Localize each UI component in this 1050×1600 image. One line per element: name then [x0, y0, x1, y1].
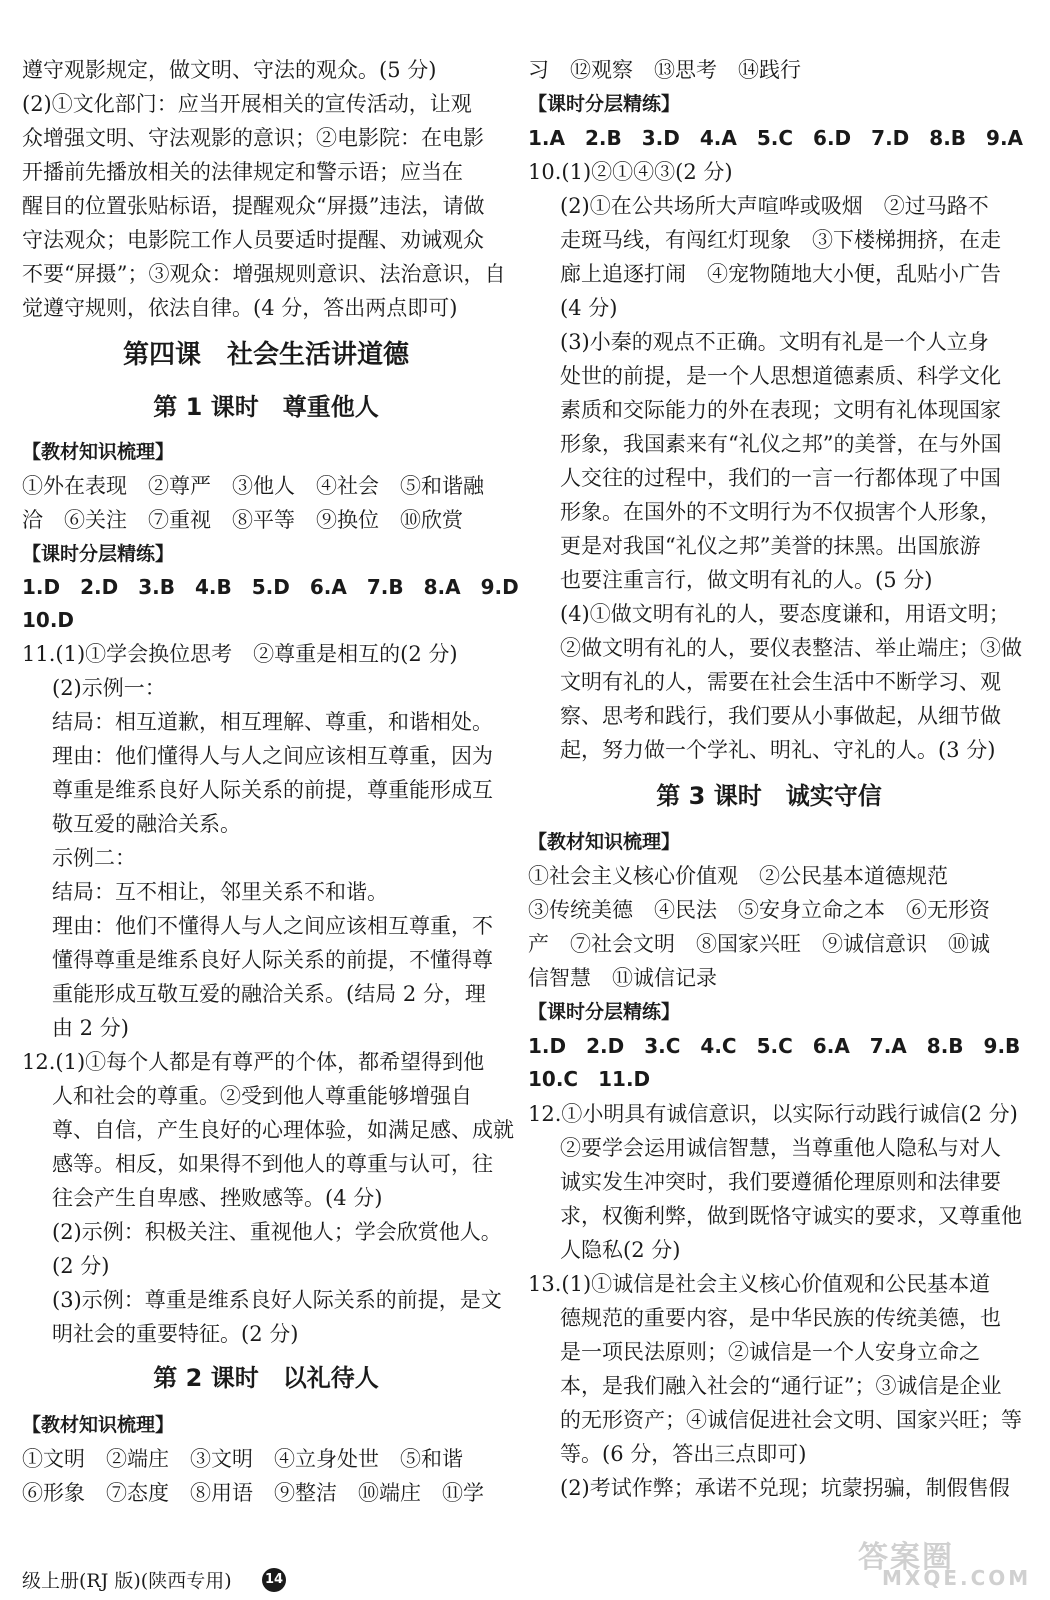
answer-line: (2)①文化部门：应当开展相关的宣传活动，让观	[22, 92, 472, 116]
answer-line: 重能形成互敬互爱的融洽关系。(结局 2 分，理	[52, 982, 486, 1006]
answer-line: 13.(1)①诚信是社会主义核心价值观和公民基本道	[528, 1272, 991, 1296]
watermark-main: 答案圈	[858, 1540, 954, 1575]
choice-answers: 1.A 2.B 3.D 4.A 5.C 6.D 7.D 8.B 9.A	[528, 126, 1024, 150]
answer-line: 众增强文明、守法观影的意识；②电影院：在电影	[22, 126, 484, 150]
section-heading: 【课时分层精练】	[528, 1001, 681, 1023]
answer-line: 结局：相互道歉，相互理解、尊重，和谐相处。	[52, 710, 493, 734]
answer-line: 理由：他们懂得人与人之间应该相互尊重，因为	[52, 744, 493, 768]
knowledge-line: ①外在表现 ②尊严 ③他人 ④社会 ⑤和谐融	[22, 474, 484, 498]
knowledge-line: ①社会主义核心价值观 ②公民基本道德规范	[528, 864, 948, 888]
answer-line: 敬互爱的融洽关系。	[52, 812, 241, 836]
answer-line: 人交往的过程中，我们的一言一行都体现了中国	[560, 466, 1001, 490]
answer-line: 察、思考和践行，我们要从小事做起，从细节做	[560, 704, 1001, 728]
answer-line: 遵守观影规定，做文明、守法的观众。(5 分)	[22, 58, 437, 82]
answer-line: (3)小秦的观点不正确。文明有礼是一个人立身	[560, 330, 989, 354]
answer-line: 开播前先播放相关的法律规定和警示语；应当在	[22, 160, 463, 184]
answer-line: 是一项民法原则；②诚信是一个人安身立命之	[560, 1340, 980, 1364]
answer-line: 形象，我国素来有“礼仪之邦”的美誉，在与外国	[560, 432, 1002, 456]
choice-answers: 10.D	[22, 608, 75, 632]
answer-line: (2)示例一：	[52, 676, 166, 700]
answer-line: 的无形资产；④诚信促进社会文明、国家兴旺；等	[560, 1408, 1022, 1432]
answer-line: 诚实发生冲突时，我们要遵循伦理原则和法律要	[560, 1170, 1001, 1194]
answer-line: 11.(1)①学会换位思考 ②尊重是相互的(2 分)	[22, 642, 458, 666]
answer-line: 由 2 分)	[52, 1016, 129, 1040]
lesson-title: 第 3 课时 诚实守信	[656, 782, 882, 810]
choice-answers: 1.D 2.D 3.B 4.B 5.D 6.A 7.B 8.A 9.D	[22, 575, 519, 599]
answer-line: (4 分)	[560, 296, 618, 320]
answer-line: 觉遵守规则，依法自律。(4 分，答出两点即可)	[22, 296, 458, 320]
answer-line: 等。(6 分，答出三点即可)	[560, 1442, 807, 1466]
answer-line: ②要学会运用诚信智慧，当尊重他人隐私与对人	[560, 1136, 1001, 1160]
answer-line: 求，权衡利弊，做到既恪守诚实的要求，又尊重他	[560, 1204, 1022, 1228]
choice-answers: 1.D 2.D 3.C 4.C 5.C 6.A 7.A 8.B 9.B	[528, 1034, 1021, 1058]
answer-line: 廊上追逐打闹 ④宠物随地大小便，乱贴小广告	[560, 262, 1001, 286]
section-heading: 【课时分层精练】	[528, 93, 681, 115]
answer-line: 处世的前提，是一个人思想道德素质、科学文化	[560, 364, 1001, 388]
choice-answers: 10.C 11.D	[528, 1067, 651, 1091]
answer-line: (2 分)	[52, 1254, 110, 1278]
answer-line: 10.(1)②①④③(2 分)	[528, 160, 733, 184]
answer-line: 懂得尊重是维系良好人际关系的前提，不懂得尊	[52, 948, 493, 972]
knowledge-line: 习 ⑫观察 ⑬思考 ⑭践行	[528, 58, 801, 82]
section-heading: 【教材知识梳理】	[22, 441, 175, 463]
answer-line: 醒目的位置张贴标语，提醒观众“屏摄”违法，请做	[22, 194, 485, 218]
answer-line: 尊、自信，产生良好的心理体验，如满足感、成就	[52, 1118, 514, 1142]
answer-line: 明社会的重要特征。(2 分)	[52, 1322, 299, 1346]
answer-line: (4)①做文明有礼的人，要态度谦和，用语文明；	[560, 602, 1010, 626]
answer-line: 形象。在国外的不文明行为不仅损害个人形象，	[560, 500, 1001, 524]
section-heading: 【教材知识梳理】	[22, 1414, 175, 1436]
answer-line: 12.(1)①每个人都是有尊严的个体，都希望得到他	[22, 1050, 485, 1074]
answer-line: 人隐私(2 分)	[560, 1238, 681, 1262]
section-heading: 【教材知识梳理】	[528, 831, 681, 853]
watermark-url: MXQE.COM	[882, 1566, 1032, 1590]
section-heading: 【课时分层精练】	[22, 543, 175, 565]
answer-line: 更是对我国“礼仪之邦”美誉的抹黑。出国旅游	[560, 534, 981, 558]
answer-line: 示例二：	[52, 846, 136, 870]
book-footer: 级上册(RJ 版)(陕西专用)	[22, 1570, 232, 1592]
answer-line: 理由：他们不懂得人与人之间应该相互尊重，不	[52, 914, 493, 938]
answer-line: 走斑马线，有闯红灯现象 ③下楼梯拥挤，在走	[560, 228, 1001, 252]
answer-line: (3)示例：尊重是维系良好人际关系的前提，是文	[52, 1288, 502, 1312]
answer-line: 守法观众；电影院工作人员要适时提醒、劝诫观众	[22, 228, 484, 252]
answer-line: 人和社会的尊重。②受到他人尊重能够增强自	[52, 1084, 472, 1108]
knowledge-line: ⑥形象 ⑦态度 ⑧用语 ⑨整洁 ⑩端庄 ⑪学	[22, 1481, 484, 1505]
answer-line: 往会产生自卑感、挫败感等。(4 分)	[52, 1186, 383, 1210]
answer-line: (2)示例：积极关注、重视他人；学会欣赏他人。	[52, 1220, 502, 1244]
answer-line: 也要注重言行，做文明有礼的人。(5 分)	[560, 568, 933, 592]
knowledge-line: 产 ⑦社会文明 ⑧国家兴旺 ⑨诚信意识 ⑩诚	[528, 932, 990, 956]
answer-line: 不要“屏摄”；③观众：增强规则意识、法治意识，自	[22, 262, 506, 286]
knowledge-line: 信智慧 ⑪诚信记录	[528, 966, 717, 990]
answer-line: 文明有礼的人，需要在社会生活中不断学习、观	[560, 670, 1001, 694]
answer-line: 感等。相反，如果得不到他人的尊重与认可，往	[52, 1152, 493, 1176]
knowledge-line: ③传统美德 ④民法 ⑤安身立命之本 ⑥无形资	[528, 898, 990, 922]
answer-line: 德规范的重要内容，是中华民族的传统美德，也	[560, 1306, 1001, 1330]
answer-line: 尊重是维系良好人际关系的前提，尊重能形成互	[52, 778, 493, 802]
answer-line: (2)①在公共场所大声喧哗或吸烟 ②过马路不	[560, 194, 989, 218]
answer-line: 结局：互不相让，邻里关系不和谐。	[52, 880, 388, 904]
answer-line: (2)考试作弊；承诺不兑现；坑蒙拐骗，制假售假	[560, 1476, 1010, 1500]
answer-line: 12.①小明具有诚信意识，以实际行动践行诚信(2 分)	[528, 1102, 1018, 1126]
site-watermark	[838, 1532, 1032, 1592]
unit-title: 第四课 社会生活讲道德	[122, 340, 409, 370]
lesson-title: 第 1 课时 尊重他人	[153, 393, 379, 421]
answer-line: 本，是我们融入社会的“通行证”；③诚信是企业	[560, 1374, 1002, 1398]
page-number: 14	[262, 1568, 286, 1592]
lesson-title: 第 2 课时 以礼待人	[153, 1364, 379, 1392]
answer-line: 起，努力做一个学礼、明礼、守礼的人。(3 分)	[560, 738, 996, 762]
knowledge-line: ①文明 ②端庄 ③文明 ④立身处世 ⑤和谐	[22, 1447, 463, 1471]
answer-line: 素质和交际能力的外在表现；文明有礼体现国家	[560, 398, 1001, 422]
answer-line: ②做文明有礼的人，要仪表整洁、举止端庄；③做	[560, 636, 1022, 660]
knowledge-line: 洽 ⑥关注 ⑦重视 ⑧平等 ⑨换位 ⑩欣赏	[22, 508, 463, 532]
